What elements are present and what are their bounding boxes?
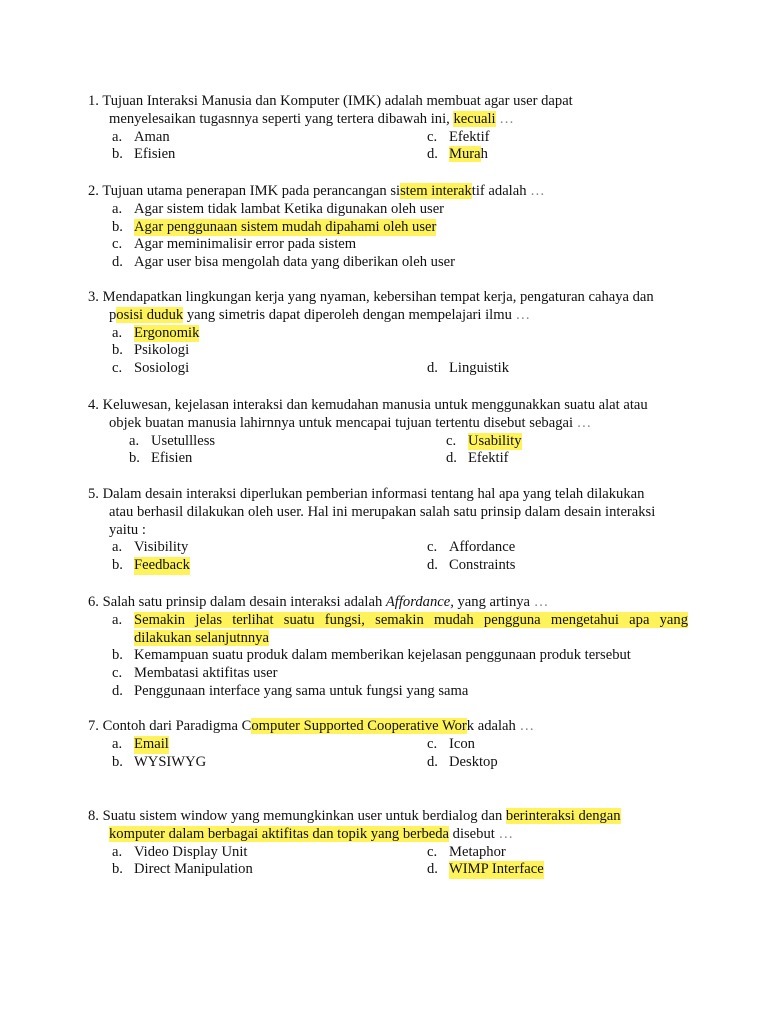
option-b bbox=[88, 219, 688, 237]
option-text: Psikologi bbox=[134, 342, 190, 359]
option-c bbox=[427, 129, 490, 147]
question-number: 7. bbox=[88, 718, 99, 734]
question-number: 3. bbox=[88, 289, 99, 305]
stem-text: k adalah bbox=[466, 718, 520, 734]
option-c bbox=[427, 844, 506, 862]
option-text: Video Display Unit bbox=[134, 843, 248, 860]
highlighted-text: kecuali bbox=[453, 110, 496, 127]
option-letter: b. bbox=[112, 647, 123, 664]
option-a bbox=[112, 129, 170, 147]
option-letter: b. bbox=[112, 861, 123, 878]
option-letter: a. bbox=[112, 128, 123, 145]
option-letter: a. bbox=[129, 432, 140, 449]
option-text: Sosiologi bbox=[134, 360, 190, 377]
stem-text: objek buatan manusia lahirnnya untuk mencapai tujuan tertentu disebut sebagai bbox=[109, 414, 577, 431]
highlighted-text: Mura bbox=[449, 146, 481, 163]
stem-text: Suatu sistem window yang memungkinkan user untuk berdialog dan bbox=[102, 808, 506, 824]
highlighted-text: Semakin jelas terlihat suatu fungsi, semakin mudah pengguna mengetahui apa yang bbox=[134, 611, 688, 628]
question-stem bbox=[88, 93, 688, 129]
italic-term: Affordance, bbox=[385, 594, 454, 610]
question-4 bbox=[88, 397, 688, 468]
ellipsis: … bbox=[576, 414, 592, 431]
stem-text: Tujuan Interaksi Manusia dan Komputer (IMK) adalah membuat agar user dapat bbox=[102, 93, 573, 109]
option-letter: a. bbox=[112, 735, 123, 752]
option-text: Icon bbox=[449, 735, 475, 752]
option-text: Usetullless bbox=[151, 432, 216, 449]
option-text: Membatasi aktifitas user bbox=[134, 665, 278, 682]
option-a bbox=[112, 844, 247, 862]
option-row bbox=[88, 539, 688, 557]
option-letter: d. bbox=[112, 254, 123, 271]
option-row bbox=[88, 360, 688, 378]
highlighted-text: komputer dalam berbagai aktifitas dan topik yang berbeda bbox=[109, 825, 449, 842]
option-text: Linguistik bbox=[449, 360, 509, 377]
option-letter: d. bbox=[112, 682, 123, 699]
question-1 bbox=[88, 93, 688, 164]
option-text: Kemampuan suatu produk dalam memberikan kejelasan penggunaan produk tersebut bbox=[134, 647, 631, 664]
option-a bbox=[88, 201, 688, 219]
option-b bbox=[88, 342, 688, 360]
option-d bbox=[427, 557, 515, 575]
question-number: 2. bbox=[88, 183, 99, 199]
highlighted-text: omputer Supported Cooperative Wor bbox=[251, 718, 467, 734]
option-letter: d. bbox=[427, 557, 438, 574]
option-row bbox=[88, 754, 688, 772]
highlighted-text: Usability bbox=[468, 432, 522, 449]
option-letter: a. bbox=[112, 539, 123, 556]
option-letter: b. bbox=[112, 218, 123, 235]
question-number: 4. bbox=[88, 397, 99, 413]
option-text: Agar sistem tidak lambat Ketika digunakan oleh user bbox=[134, 200, 445, 217]
option-letter: a. bbox=[112, 324, 123, 341]
option-row bbox=[88, 557, 688, 575]
option-d bbox=[427, 754, 498, 772]
question-number: 8. bbox=[88, 808, 99, 824]
stem-text: Mendapatkan lingkungan kerja yang nyaman, kebersihan tempat kerja, pengaturan cahaya dan bbox=[102, 289, 654, 305]
option-d bbox=[427, 146, 488, 164]
question-3 bbox=[88, 289, 688, 378]
stem-text: tif adalah bbox=[471, 183, 531, 199]
option-letter: b. bbox=[112, 753, 123, 770]
option-text: Metaphor bbox=[449, 843, 506, 860]
option-letter: a. bbox=[112, 611, 123, 628]
highlighted-text: Agar penggunaan sistem mudah dipahami oleh user bbox=[134, 218, 437, 235]
option-letter: c. bbox=[427, 735, 438, 752]
question-stem bbox=[88, 486, 688, 539]
stem-text: Contoh dari Paradigma C bbox=[102, 718, 252, 734]
question-stem bbox=[88, 718, 688, 736]
option-row bbox=[88, 129, 688, 147]
option-b bbox=[112, 861, 253, 879]
option-c bbox=[88, 665, 688, 683]
option-letter: b. bbox=[129, 450, 140, 467]
option-text: Efisien bbox=[151, 450, 193, 467]
option-letter: d. bbox=[427, 360, 438, 377]
question-stem bbox=[88, 397, 688, 433]
option-b bbox=[129, 450, 192, 468]
option-letter: c. bbox=[112, 236, 123, 253]
question-number: 1. bbox=[88, 93, 99, 109]
option-letter: b. bbox=[112, 557, 123, 574]
ellipsis: … bbox=[495, 110, 514, 127]
highlighted-text: osisi duduk bbox=[116, 306, 184, 323]
option-text: Penggunaan interface yang sama untuk fungsi yang sama bbox=[134, 682, 469, 699]
option-row bbox=[88, 861, 688, 879]
option-row bbox=[88, 450, 688, 468]
option-row bbox=[88, 844, 688, 862]
question-2 bbox=[88, 183, 688, 272]
ellipsis: … bbox=[530, 183, 545, 199]
option-b bbox=[112, 754, 206, 772]
option-a bbox=[112, 736, 169, 754]
question-stem bbox=[88, 289, 688, 325]
option-letter: c. bbox=[112, 360, 123, 377]
option-text: Efektif bbox=[468, 450, 509, 467]
option-d bbox=[446, 450, 509, 468]
option-d bbox=[88, 254, 688, 272]
option-letter: a. bbox=[112, 200, 123, 217]
highlighted-text: Feedback bbox=[134, 557, 190, 574]
stem-text: menyelesaikan tugasnnya seperti yang tertera dibawah ini, bbox=[109, 110, 454, 127]
question-7 bbox=[88, 718, 688, 771]
option-d bbox=[427, 861, 544, 879]
option-letter: c. bbox=[427, 539, 438, 556]
option-c bbox=[427, 736, 475, 754]
option-row bbox=[88, 736, 688, 754]
question-5 bbox=[88, 486, 688, 575]
option-text: h bbox=[480, 146, 488, 163]
option-letter: c. bbox=[112, 665, 123, 682]
ellipsis: … bbox=[515, 306, 531, 323]
ellipsis: … bbox=[519, 718, 535, 734]
highlighted-text: berinteraksi dengan bbox=[505, 808, 621, 824]
highlighted-text: Ergonomik bbox=[134, 324, 200, 341]
option-text: Agar user bisa mengolah data yang diberikan oleh user bbox=[134, 254, 455, 271]
highlighted-text: dilakukan selanjutnnya bbox=[134, 629, 269, 646]
stem-text: yaitu : bbox=[109, 521, 146, 538]
highlighted-text: WIMP Interface bbox=[449, 861, 544, 878]
option-d bbox=[88, 683, 688, 701]
question-6 bbox=[88, 594, 688, 701]
option-text: Affordance bbox=[449, 539, 516, 556]
option-letter: a. bbox=[112, 843, 123, 860]
ellipsis: … bbox=[498, 825, 514, 842]
stem-text: disebut bbox=[449, 825, 499, 842]
option-letter: b. bbox=[112, 146, 123, 163]
option-b bbox=[112, 557, 190, 575]
question-number: 6. bbox=[88, 594, 99, 610]
stem-text: yang artinya bbox=[453, 594, 534, 610]
option-text: WYSIWYG bbox=[134, 753, 207, 770]
option-letter: c. bbox=[427, 843, 438, 860]
option-text: Agar meminimalisir error pada sistem bbox=[134, 236, 357, 253]
option-a bbox=[112, 539, 188, 557]
option-letter: d. bbox=[427, 146, 438, 163]
option-b bbox=[88, 647, 688, 665]
option-letter: d. bbox=[446, 450, 457, 467]
question-stem bbox=[88, 808, 688, 844]
stem-text: Salah satu prinsip dalam desain interaksi adalah bbox=[102, 594, 386, 610]
option-b bbox=[112, 146, 175, 164]
option-c bbox=[446, 433, 522, 451]
option-d bbox=[427, 360, 509, 378]
question-stem bbox=[88, 183, 688, 201]
option-c bbox=[427, 539, 515, 557]
option-letter: d. bbox=[427, 753, 438, 770]
option-text: Direct Manipulation bbox=[134, 861, 253, 878]
question-number: 5. bbox=[88, 486, 99, 502]
option-text: Efektif bbox=[449, 128, 490, 145]
option-text: Efisien bbox=[134, 146, 176, 163]
stem-text: Keluwesan, kejelasan interaksi dan kemudahan manusia untuk menggunakkan suatu alat atau bbox=[102, 397, 648, 413]
question-stem bbox=[88, 594, 688, 612]
option-row bbox=[88, 146, 688, 164]
option-row bbox=[88, 433, 688, 451]
option-letter: d. bbox=[427, 861, 438, 878]
ellipsis: … bbox=[533, 594, 549, 610]
option-a bbox=[88, 612, 688, 648]
option-text: Constraints bbox=[449, 557, 516, 574]
option-a bbox=[129, 433, 215, 451]
question-8 bbox=[88, 808, 688, 879]
option-c bbox=[112, 360, 189, 378]
option-text: Visibility bbox=[134, 539, 189, 556]
stem-text: yang simetris dapat diperoleh dengan mempelajari ilmu bbox=[183, 306, 516, 323]
stem-text: atau berhasil dilakukan oleh user. Hal ini merupakan salah satu prinsip dalam desain interaksi bbox=[109, 503, 656, 520]
option-text: Aman bbox=[134, 128, 170, 145]
option-text: Desktop bbox=[449, 753, 498, 770]
option-a bbox=[88, 325, 688, 343]
option-letter: c. bbox=[427, 128, 438, 145]
stem-text: Tujuan utama penerapan IMK pada perancangan si bbox=[102, 183, 401, 199]
option-c bbox=[88, 236, 688, 254]
highlighted-text: Email bbox=[134, 735, 169, 752]
stem-text: Dalam desain interaksi diperlukan pemberian informasi tentang hal apa yang telah dilakukan bbox=[102, 486, 645, 502]
stem-text: p bbox=[109, 306, 117, 323]
option-letter: b. bbox=[112, 342, 123, 359]
highlighted-text: stem interak bbox=[400, 183, 472, 199]
option-letter: c. bbox=[446, 432, 457, 449]
